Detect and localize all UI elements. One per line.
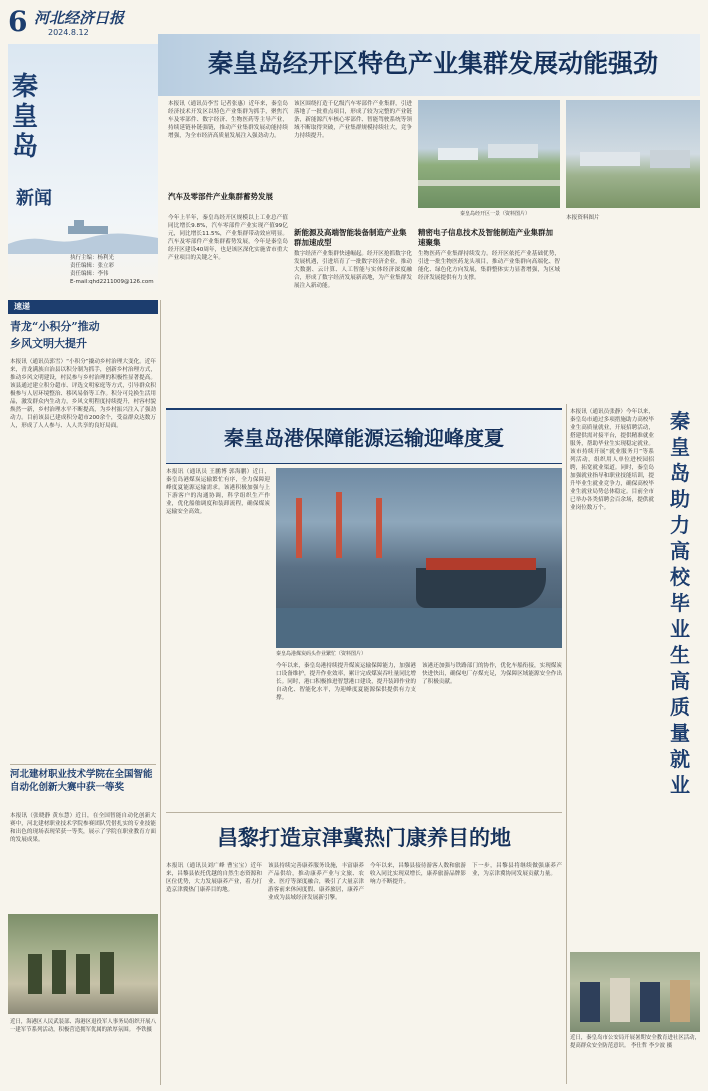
lead-photo-credit: 本报资料图片 [566, 215, 600, 221]
lead-photo [418, 100, 560, 208]
headline-char: 助 [670, 487, 690, 511]
left-story-2-body: 本报讯（张晓静 黄东慧）近日，在全国智能自动化创新大赛中，河北建材职业技术学院参赛团队凭借扎实的专业技能和出色的现场表现荣获一等奖，展示了学院在职业教育方面的发展成果。 [10, 813, 156, 843]
headline-char: 校 [670, 565, 690, 589]
headline-char: 量 [670, 721, 690, 745]
coastline-illustration [8, 214, 158, 254]
headline-char: 毕 [670, 591, 690, 615]
lead-col-3: 数字经济产业集群快速崛起。经开区抢抓数字化发展机遇，引进培育了一批数字经济企业，推动大数据、云计算、人工智能与实体经济深度融合，形成了数字经济发展新高地，为产业集群发展注入新动能。 [294, 251, 412, 289]
employment-body-2 [658, 820, 702, 950]
section-banner [8, 44, 158, 296]
changli-headline: 昌黎打造京津冀热门康养目的地 [217, 825, 511, 850]
right-photo-caption: 近日，秦皇岛市公安局开展暑期安全教育进社区活动，提高群众安全防范意识。 李仕哲 李少波 摄 [570, 1035, 700, 1049]
changli-body-2: 该县持续完善康养服务设施，丰富康养产品供给，推动康养产业与文旅、农业、医疗等深度融合，吸引了大量京津游客前来休闲度假、康养旅居，康养产业成为县域经济发展新引擎。 [268, 863, 364, 901]
issue-date: 2024.8.12 [48, 28, 89, 37]
changli-body-1: 本报讯（通讯员刘广峰 曹宝宝）近年来，昌黎县依托优越的自然生态资源和区位优势，大力发展康养产业，着力打造京津冀热门康养目的地。 [166, 863, 262, 893]
section-title-char: 秦 [12, 72, 39, 102]
divider [160, 300, 161, 1085]
left-photo-caption: 近日，海港区人民武装部、海港区退役军人事务局组织开展八一建军节系列活动，积极营造拥军优属的浓厚氛围。 李铁摄 [10, 1019, 156, 1033]
lead-col-2: 该区围绕打造千亿级汽车零部件产业集群，引进落地了一批重点项目，形成了较为完整的产业链条，新能源汽车核心零部件、智能驾驶系统等领域不断取得突破，产业集群规模持续壮大，竞争力持续提升。 [294, 101, 412, 139]
left-story-1-headline [10, 318, 156, 354]
headline-char: 皇 [670, 435, 690, 459]
section-title-char: 皇 [12, 102, 39, 132]
express-label: 速递 [14, 302, 30, 311]
lead-photo-2 [566, 100, 700, 208]
right-photo [570, 952, 700, 1032]
port-photo [276, 468, 562, 648]
headline-line: 乡风文明大提升 [10, 337, 87, 350]
headline-char: 质 [670, 695, 690, 719]
changli-body-3: 今年以来，昌黎县接待游客人数和旅游收入同比实现双增长，康养旅游品牌影响力不断提升。 [370, 863, 466, 885]
port-body-3: 该港还加强与铁路部门的协作，优化车船衔接，实现煤炭快进快出，确保电厂存煤充足，为保障区域能源安全作出了积极贡献。 [422, 663, 562, 685]
port-photo-caption: 秦皇岛港煤炭码头作业繁忙（资料图片） [276, 651, 367, 657]
left-story-1-body: 本报讯（通讯员郭雪）“小积分”撬动乡村治理大变化。近年来，青龙满族自治县以积分制为抓手，创新乡村治理方式，推动乡风文明建设，村民参与乡村治理的积极性显著提高。该县通过建立积分超市、评选文明家庭等方式，引导群众积极参与人居环境整治、移风易俗等工作。积分可兑换生活用品，激发群众内生动力，乡风文明程度持续提升，村容村貌焕然一新，乡村治理水平不断提高，为乡村振兴注入了强劲动力。目前该县已建成积分超市200余个，受益群众达数万人，形成了人人参与、人人共享的良好局面。 [10, 359, 156, 429]
editor-line: E-mail:qhd2211009@126.com [70, 279, 154, 285]
left-photo [8, 914, 158, 1014]
headline-char: 秦 [670, 409, 690, 433]
divider [10, 764, 156, 765]
editor-line: 责任编辑：李伟 [70, 271, 109, 277]
editor-info [70, 254, 158, 294]
headline-char: 力 [670, 513, 690, 537]
port-body-1: 本报讯（通讯员 王鹏博 郭海鹏）近日，秦皇岛港煤炭运输繁忙有序，全力保障迎峰度夏能源运输需求。该港积极加强与上下游客户的沟通协调，科学组织生产作业，优化船舶调度和装卸流程，确保煤炭运输安全高效。 [166, 469, 270, 515]
editor-line: 执行主编：杨利光 [70, 255, 115, 261]
lead-headline-banner [158, 34, 700, 96]
changli-body-4: 下一步，昌黎县将继续做强康养产业，为京津冀协同发展贡献力量。 [472, 863, 562, 877]
port-headline: 秦皇岛港保障能源运输迎峰度夏 [224, 426, 504, 450]
express-bar [8, 300, 158, 314]
headline-char: 就 [670, 747, 690, 771]
headline-line: 青龙“小积分”推动 [10, 320, 100, 333]
lead-subhead-1: 汽车及零部件产业集群蓄势发展 [168, 192, 273, 201]
lead-subhead-3: 精密电子信息技术及智能制造产业集群加速聚集 [418, 228, 553, 247]
divider [566, 404, 567, 1084]
headline-char: 业 [670, 617, 690, 641]
headline-char: 岛 [670, 461, 690, 485]
port-body-2: 今年以来，秦皇岛港持续提升煤炭运输保障能力，加强港口设备维护，提升作业效率，累计完成煤炭吞吐量同比增长。同时，港口积极推进智慧港口建设，提升装卸作业的自动化、智能化水平，为迎峰度夏能源保供提供有力支撑。 [276, 663, 416, 701]
left-story-2-headline: 河北建材职业技术学院在全国智能自动化创新大赛中获一等奖 [10, 769, 153, 793]
lead-byline: 本报讯（通讯员李雪 记者张惠）近年来，秦皇岛经济技术开发区以特色产业集群为抓手，聚焦汽车及零部件、数字经济、生物医药等主导产业，持续延链补链强链，推动产业集群发展动能持续增强，为全市经济高质量发展注入强劲动力。 [168, 101, 288, 139]
section-title [12, 72, 52, 172]
headline-char: 业 [670, 773, 690, 797]
lead-photo-caption: 秦皇岛经开区一景（资料图片） [460, 211, 531, 217]
lead-col-1: 今年上半年，秦皇岛经开区规模以上工业总产值同比增长9.8%，汽车零部件产业实现产值99亿元，同比增长11.5%，产业集群带动效应明显。汽车及零部件产业集群蓄势发展，今年是秦皇岛经开区建设40周年，也是该区深化实施省市重大产业项目的关键之年。 [168, 215, 288, 261]
employment-body: 本报讯（通讯员张静）今年以来，秦皇岛市通过多项措施助力高校毕业生高质量就业，开展招聘活动，搭建供需对接平台，提供精准就业服务，帮助毕业生实现稳定就业。该市持续开展“就业服务月”等系列活动，组织用人单位进校园招聘，拓宽就业渠道。同时，秦皇岛加强就业指导和职业技能培训，提升毕业生就业竞争力，确保高校毕业生就业局势总体稳定。目前全市已举办各类招聘会百余场，提供就业岗位数万个。 [570, 409, 654, 511]
headline-char: 高 [670, 539, 690, 563]
section-title-char: 岛 [12, 132, 39, 162]
lead-subhead-2: 新能源及高端智能装备制造产业集群加速成型 [294, 228, 407, 247]
paper-name: 河北经济日报 [34, 9, 125, 27]
headline-char: 高 [670, 669, 690, 693]
lead-col-4: 生物医药产业集群持续发力。经开区依托产业基础优势，引进一批生物医药龙头项目，推动产业集群向高端化、智能化、绿色化方向发展，集群整体实力显著增强，为区域经济发展提供有力支撑。 [418, 251, 560, 281]
headline-char: 生 [670, 643, 690, 667]
lead-headline: 秦皇岛经开区特色产业集群发展动能强劲 [207, 49, 658, 78]
port-headline-box [166, 408, 562, 464]
section-subtitle: 新闻 [16, 188, 52, 208]
editor-line: 责任编辑：张立彩 [70, 263, 115, 269]
divider [166, 812, 562, 813]
page-number: 6 [8, 6, 28, 38]
masthead [8, 6, 148, 40]
